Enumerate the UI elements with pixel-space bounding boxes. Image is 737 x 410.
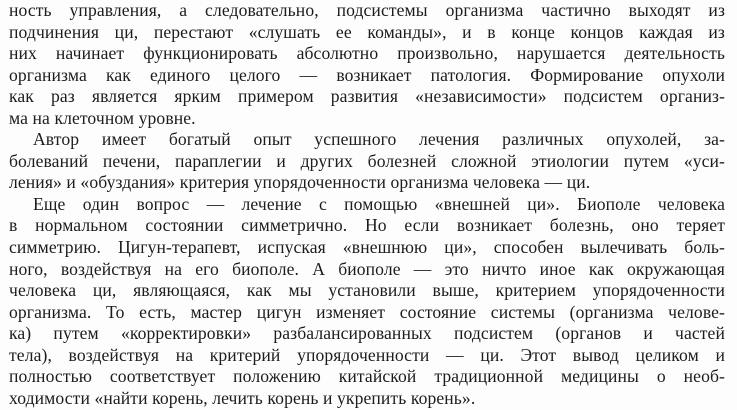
text-line: тела), воздействуя на критерий упорядоченности — ци. Этот вывод целиком и	[9, 344, 725, 365]
paragraph-3	[9, 194, 725, 409]
text-line: ходимости «найти корень, лечить корень и укрепить корень».	[9, 387, 476, 408]
text-line: симметрию. Цигун-терапевт, испуская «внешнюю ци», способен вылечивать боль-	[9, 237, 725, 258]
text-line: болеваний печени, параплегии и других болезней сложной этиологии путем «уси-	[9, 150, 725, 171]
body-text	[9, 0, 725, 409]
text-line: человека ци, являющаяся, как мы установили выше, критерием упорядоченности	[9, 280, 725, 301]
text-line: организма. То есть, мастер цигун изменяет состояние системы (организма челове-	[9, 301, 725, 322]
text-line: них начинает функционировать абсолютно произвольно, нарушается деятельность	[9, 43, 725, 64]
text-line: ного, воздействуя на его биополе. А биополе — это ничто иное как окружающая	[9, 258, 725, 279]
text-line: полностью соответствует положению китайской традиционной медицины о необ-	[9, 366, 725, 387]
text-line: ления» и «обуздания» критерия упорядоченности организма человека — ци.	[9, 172, 591, 193]
text-line: ка) путем «корректировки» разбалансированных подсистем (органов и частей	[9, 323, 725, 344]
paragraph-1	[9, 0, 725, 129]
paragraph-2	[9, 129, 725, 194]
text-line: Еще один вопрос — лечение с помощью «внешней ци». Биополе человека	[33, 193, 725, 214]
text-line: в нормальном состоянии симметрично. Но если возникает болезнь, оно теряет	[9, 215, 725, 236]
text-line: Автор имеет богатый опыт успешного лечения различных опухолей, за-	[33, 129, 725, 150]
text-line: подчинения ци, перестают «слушать ее команды», и в конце концов каждая из	[9, 21, 725, 42]
text-line: как раз является ярким примером развития «независимости» подсистем организ-	[9, 86, 725, 107]
text-line: организма как единого целого — возникает патология. Формирование опухоли	[9, 64, 725, 85]
text-line: ма на клеточном уровне.	[9, 107, 196, 128]
text-line: ность управления, а следовательно, подсистемы организма частично выходят из	[9, 0, 725, 20]
